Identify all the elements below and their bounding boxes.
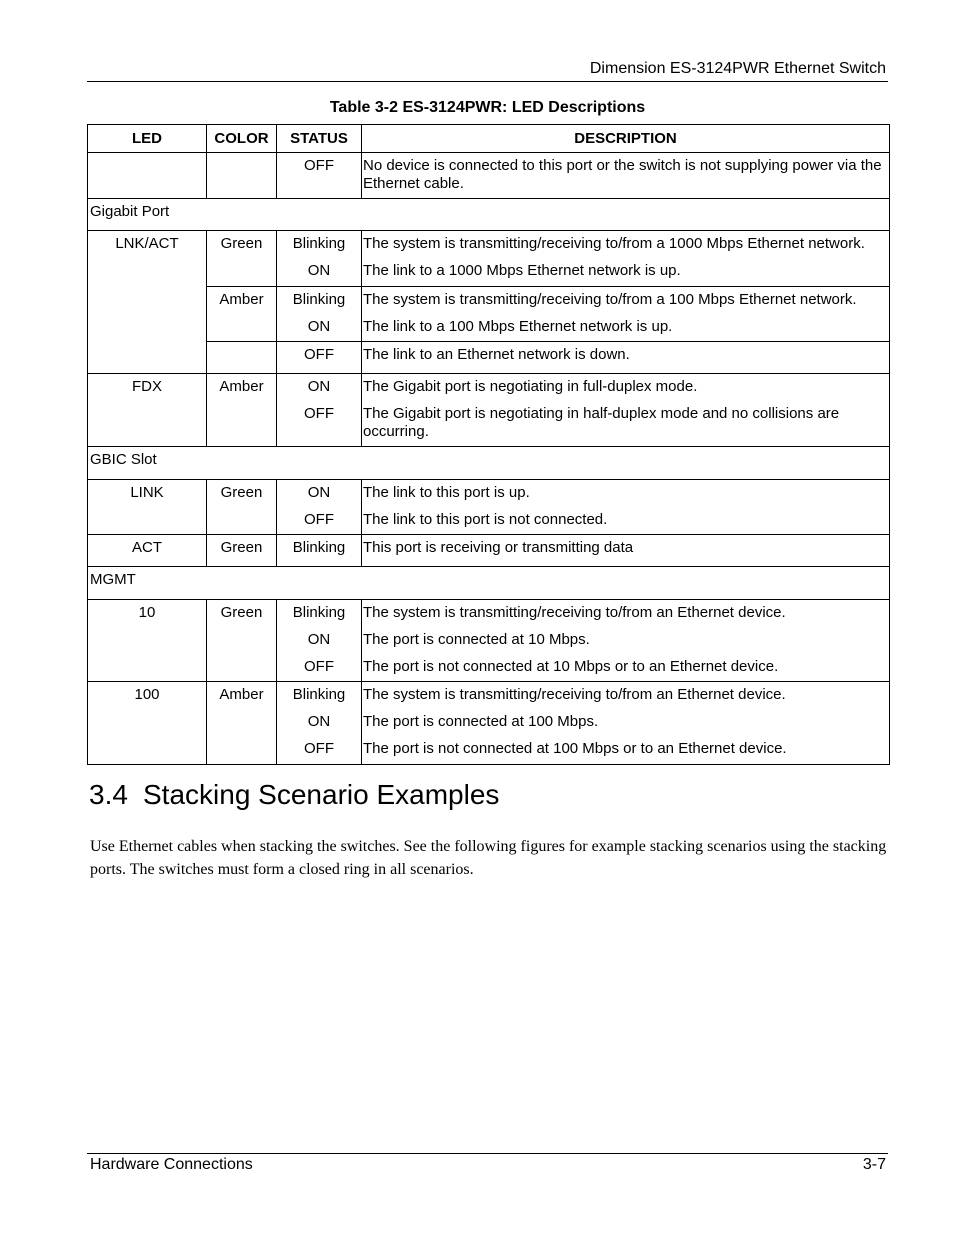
- page-number: 3-7: [862, 1156, 886, 1173]
- description-text: The system is transmitting/receiving to/from a 100 Mbps Ethernet network.: [363, 291, 857, 308]
- color-cell: Amber: [207, 682, 277, 765]
- table-row: [88, 600, 890, 682]
- column-header-status: STATUS: [277, 125, 362, 153]
- description-cell: [362, 153, 890, 199]
- status-cell: [277, 231, 362, 287]
- status-text: Blinking: [292, 291, 346, 308]
- status-cell: [277, 535, 362, 567]
- status-text: OFF: [304, 346, 334, 363]
- color-cell: Amber: [207, 374, 277, 447]
- status-text: Blinking: [292, 235, 346, 252]
- table-row: [88, 342, 890, 374]
- status-cell: [277, 600, 362, 682]
- running-footer: [87, 1153, 888, 1174]
- status-text: ON: [307, 318, 331, 335]
- color-cell: Green: [207, 535, 277, 567]
- status-text: ON: [307, 262, 331, 279]
- status-cell: [277, 342, 362, 374]
- led-cell-100: 100: [88, 682, 207, 765]
- description-text: The link to a 1000 Mbps Ethernet network is up.: [363, 262, 681, 279]
- status-text: Blinking: [292, 539, 346, 556]
- description-text: The port is not connected at 10 Mbps or to an Ethernet device.: [363, 658, 779, 675]
- footer-chapter: Hardware Connections: [90, 1156, 253, 1173]
- led-cell-link: LINK: [88, 480, 207, 535]
- section-label: Gigabit Port: [88, 199, 890, 231]
- description-cell: [362, 600, 890, 682]
- description-text: The Gigabit port is negotiating in full-duplex mode.: [363, 378, 698, 395]
- description-cell: [362, 480, 890, 535]
- running-header: [87, 60, 888, 82]
- body-paragraph: Use Ethernet cables when stacking the switches. See the following figures for example stacking scenarios using the stacking ports. The switches must form a closed ring in all scenarios.: [90, 838, 887, 878]
- column-header-color: COLOR: [207, 125, 277, 153]
- description-text: No device is connected to this port or the switch is not supplying power via the Ethernet cable.: [363, 157, 882, 192]
- description-text: The link to this port is up.: [363, 484, 530, 501]
- status-text: Blinking: [292, 686, 346, 703]
- status-text: ON: [307, 378, 331, 395]
- led-cell-act: ACT: [88, 535, 207, 567]
- description-cell: [362, 342, 890, 374]
- table-row: [88, 480, 890, 535]
- column-header-description: DESCRIPTION: [362, 125, 890, 153]
- description-cell: [362, 535, 890, 567]
- status-cell: [277, 374, 362, 447]
- color-cell: Green: [207, 231, 277, 287]
- color-cell: [207, 153, 277, 199]
- table-row: [88, 153, 890, 199]
- led-descriptions-table: [87, 124, 890, 765]
- description-cell: [362, 374, 890, 447]
- color-cell: Amber: [207, 287, 277, 342]
- description-text: The Gigabit port is negotiating in half-duplex mode and no collisions are occurring.: [363, 405, 840, 440]
- section-label: MGMT: [88, 567, 890, 600]
- running-title: Dimension ES-3124PWR Ethernet Switch: [589, 60, 886, 77]
- color-cell: Green: [207, 480, 277, 535]
- column-header-led: LED: [88, 125, 207, 153]
- section-row-gbic-slot: [88, 447, 890, 480]
- description-text: The port is connected at 10 Mbps.: [363, 631, 590, 648]
- status-text: OFF: [304, 740, 334, 757]
- table-row: [88, 682, 890, 765]
- section-title: Stacking Scenario Examples: [143, 779, 500, 810]
- status-cell: [277, 287, 362, 342]
- status-text: OFF: [304, 157, 334, 174]
- section-label: GBIC Slot: [88, 447, 890, 480]
- status-cell: [277, 153, 362, 199]
- description-text: The link to a 100 Mbps Ethernet network is up.: [363, 318, 673, 335]
- description-text: The system is transmitting/receiving to/from an Ethernet device.: [363, 604, 786, 621]
- description-cell: [362, 287, 890, 342]
- led-cell: [88, 153, 207, 199]
- color-cell: [207, 342, 277, 374]
- section-row-mgmt: [88, 567, 890, 600]
- description-text: The port is connected at 100 Mbps.: [363, 713, 599, 730]
- status-text: OFF: [304, 658, 334, 675]
- description-cell: [362, 682, 890, 765]
- table-row: [88, 374, 890, 447]
- section-number: 3.4: [89, 779, 128, 810]
- color-cell: Green: [207, 600, 277, 682]
- description-cell: [362, 231, 890, 287]
- description-text: This port is receiving or transmitting data: [363, 539, 634, 556]
- led-cell-lnk-act: LNK/ACT: [88, 231, 207, 374]
- status-text: Blinking: [292, 604, 346, 621]
- section-row-gigabit-port: [88, 199, 890, 231]
- status-text: ON: [307, 631, 331, 648]
- led-cell-10: 10: [88, 600, 207, 682]
- led-cell-fdx: FDX: [88, 374, 207, 447]
- table-row: [88, 287, 890, 342]
- status-text: ON: [307, 713, 331, 730]
- section-heading: [89, 779, 499, 811]
- table-row: [88, 231, 890, 287]
- status-text: OFF: [304, 511, 334, 528]
- status-text: OFF: [304, 405, 334, 422]
- description-text: The link to an Ethernet network is down.: [363, 346, 630, 363]
- status-text: ON: [307, 484, 331, 501]
- table-header-row: [88, 125, 890, 153]
- description-text: The system is transmitting/receiving to/from an Ethernet device.: [363, 686, 786, 703]
- description-text: The system is transmitting/receiving to/from a 1000 Mbps Ethernet network.: [363, 235, 865, 252]
- description-text: The link to this port is not connected.: [363, 511, 608, 528]
- description-text: The port is not connected at 100 Mbps or to an Ethernet device.: [363, 740, 787, 757]
- status-cell: [277, 480, 362, 535]
- status-cell: [277, 682, 362, 765]
- table-row: [88, 535, 890, 567]
- table-caption: Table 3-2 ES-3124PWR: LED Descriptions: [329, 99, 646, 116]
